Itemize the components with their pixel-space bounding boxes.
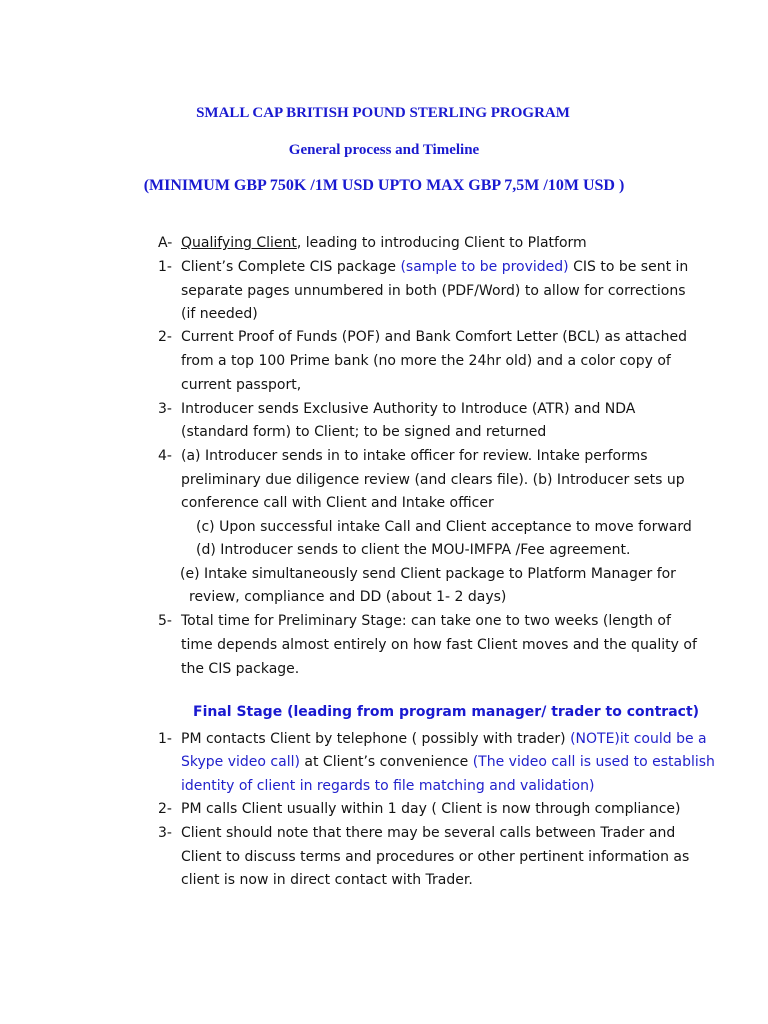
list-text-cont: Client to discuss terms and procedures or other pertinent information as — [181, 849, 690, 865]
list-marker: 3- — [158, 825, 172, 841]
highlight-note: (NOTE)it could be a — [570, 731, 707, 747]
document-subtitle: General process and Timeline — [288, 142, 480, 158]
list-text: Client should note that there may be several calls between Trader and — [181, 825, 676, 841]
list-text: PM calls Client usually within 1 day ( Client is now through compliance) — [181, 801, 681, 817]
list-text-cont: current passport, — [181, 377, 302, 393]
list-marker: 5- — [158, 613, 172, 629]
list-text: (a) Introducer sends in to intake officer for review. Intake performs — [181, 448, 648, 464]
sub-item-e: (e) Intake simultaneously send Client package to Platform Manager for — [180, 566, 676, 582]
list-marker: 1- — [158, 731, 172, 747]
list-text-cont: time depends almost entirely on how fast Client moves and the quality of — [181, 637, 697, 653]
list-text: PM contacts Client by telephone ( possibly with trader) (NOTE)it could be a — [181, 731, 707, 747]
list-marker: 4- — [158, 448, 172, 464]
sub-item-d: (d) Introducer sends to client the MOU-IMFPA /Fee agreement. — [196, 542, 631, 558]
list-text-cont: the CIS package. — [181, 661, 300, 677]
investment-range: (MINIMUM GBP 750K /1M USD UPTO MAX GBP 7,5M /10M USD ) — [143, 177, 625, 194]
list-text-cont: from a top 100 Prime bank (no more the 24hr old) and a color copy of — [181, 353, 671, 369]
qualifying-client-link: Qualifying Client — [181, 235, 297, 251]
list-text-cont: conference call with Client and Intake officer — [181, 495, 494, 511]
list-marker: 2- — [158, 801, 172, 817]
final-stage-heading: Final Stage (leading from program manager/ trader to contract) — [193, 704, 700, 720]
list-text: Client’s Complete CIS package (sample to be provided) CIS to be sent in — [181, 259, 689, 275]
list-marker: 2- — [158, 329, 172, 345]
list-text-cont: (if needed) — [181, 306, 258, 322]
list-text-cont: separate pages unnumbered in both (PDF/Word) to allow for corrections — [181, 283, 686, 299]
list-marker: 1- — [158, 259, 172, 275]
list-text-cont: identity of client in regards to file matching and validation) — [181, 778, 595, 794]
list-text-cont: (standard form) to Client; to be signed and returned — [181, 424, 547, 440]
list-text: Total time for Preliminary Stage: can take one to two weeks (length of — [181, 613, 671, 629]
list-marker: A- — [158, 235, 173, 251]
list-text-cont: client is now in direct contact with Trader. — [181, 872, 473, 888]
document-title: SMALL CAP BRITISH POUND STERLING PROGRAM — [196, 105, 570, 121]
list-text-cont: Skype video call) at Client’s convenience (The video call is used to establish — [181, 754, 715, 770]
list-marker: 3- — [158, 401, 172, 417]
list-text: Current Proof of Funds (POF) and Bank Comfort Letter (BCL) as attached — [181, 329, 688, 345]
highlight-note: (sample to be provided) — [400, 259, 569, 275]
sub-item-e-cont: review, compliance and DD (about 1- 2 days) — [189, 589, 507, 605]
list-text-cont: preliminary due diligence review (and clears file). (b) Introducer sets up — [181, 472, 685, 488]
list-text: Introducer sends Exclusive Authority to Introduce (ATR) and NDA — [181, 401, 636, 417]
list-text: Qualifying Client, leading to introducing Client to Platform — [181, 235, 587, 251]
sub-item-c: (c) Upon successful intake Call and Client acceptance to move forward — [196, 519, 692, 535]
